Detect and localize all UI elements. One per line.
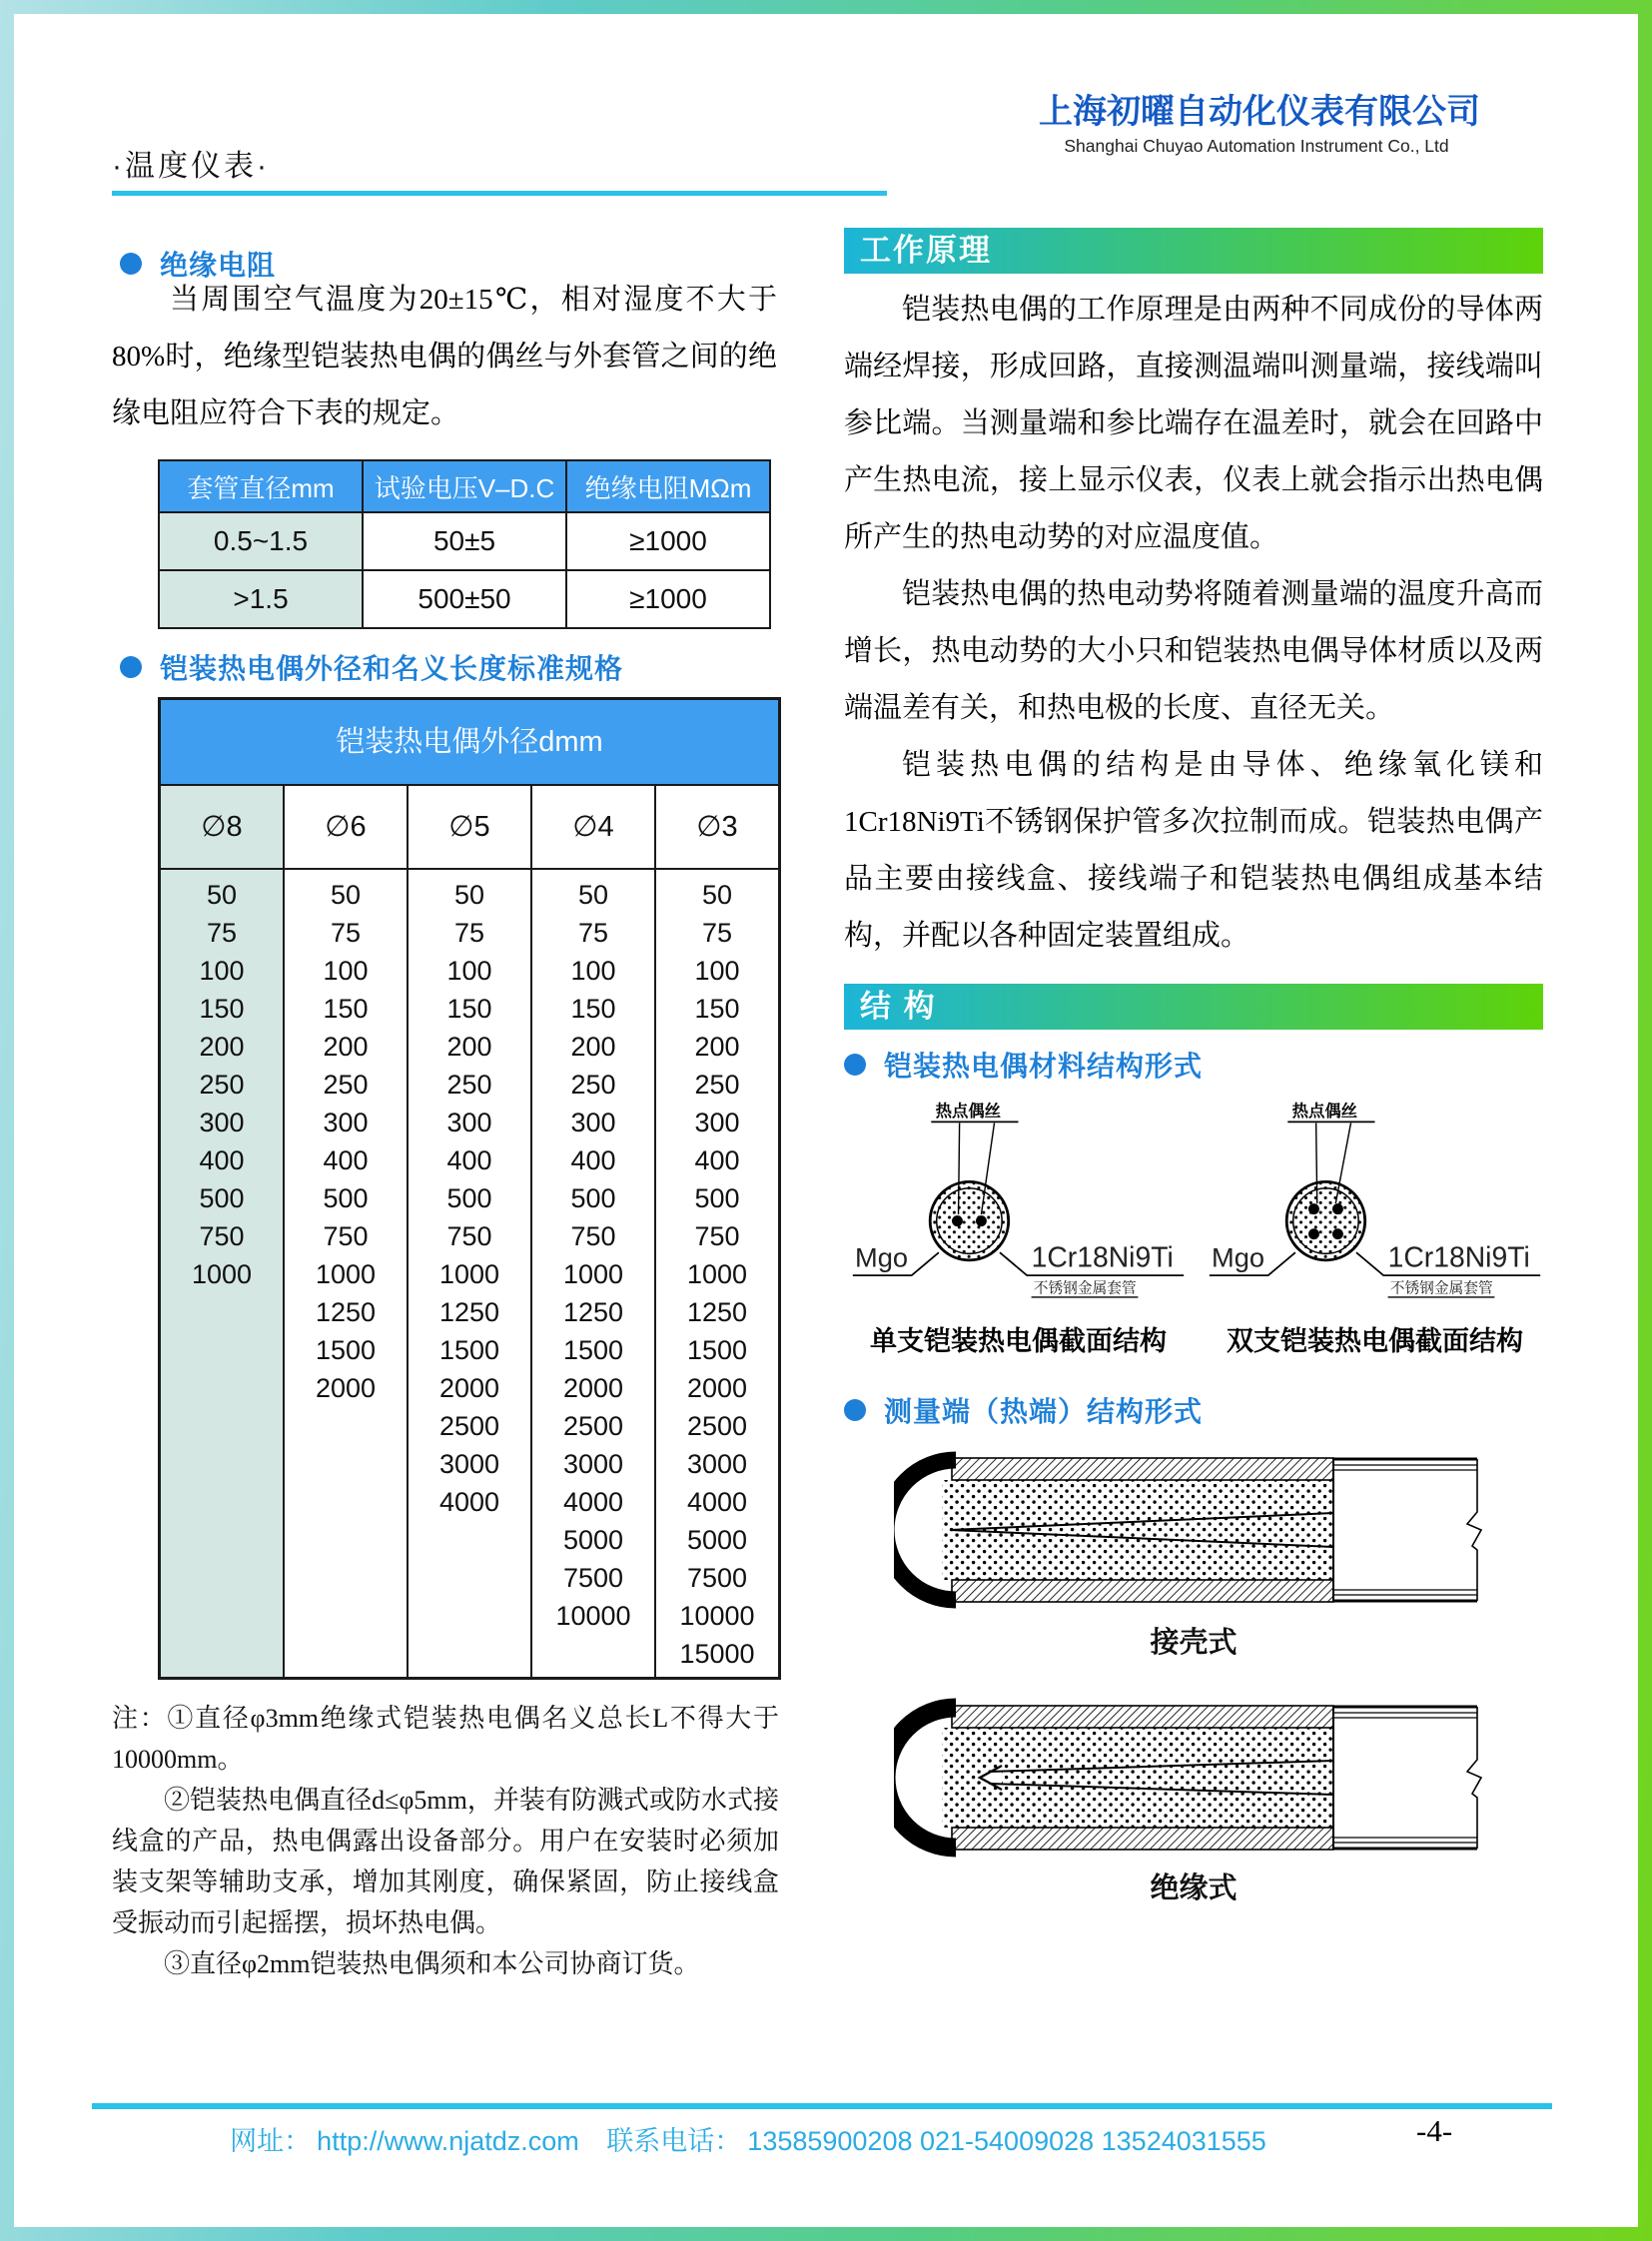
bullet-icon [120,656,142,678]
dimension-value: 4000 [562,1487,624,1517]
dimension-values [409,870,530,1521]
dimension-value: 2500 [562,1411,624,1441]
dimension-value: 1000 [562,1259,624,1289]
dimension-value: 750 [199,1221,245,1251]
dimension-col-header: ∅6 [285,786,407,870]
dimension-value: 500 [446,1183,492,1213]
dimension-value: 10000 [555,1601,631,1631]
dimension-column [407,786,530,1677]
dimension-value: 750 [694,1221,740,1251]
dimension-value: 10000 [679,1601,755,1631]
sleeve-label: 不锈钢金属套管 [1389,1280,1493,1297]
bullet-icon [844,1399,866,1421]
dimension-value: 200 [446,1032,492,1062]
page-number: -4- [1416,2113,1453,2148]
table-row [159,512,770,570]
dimension-value: 200 [694,1032,740,1062]
figure-caption: 双支铠装热电偶截面结构 [1227,1326,1523,1356]
dimension-value: 500 [570,1183,616,1213]
dimension-value: 250 [199,1070,245,1100]
insulation-cell: 50±5 [363,512,566,570]
single-cross-section-diagram [844,1093,1193,1310]
insulation-cell: >1.5 [159,570,363,628]
principle-paragraph: 铠装热电偶的工作原理是由两种不同成份的导体两端经焊接，形成回路，直接测温端叫测量端，接线端叫参比端。当测量端和参比端存在温差时，就会在回路中产生热电流，接上显示仪表，仪表上就会指示出热电偶所产生的热电动势的对应温度值。 [844,294,1543,553]
dimension-value: 2000 [438,1373,500,1403]
dimension-value: 75 [577,918,609,948]
dimension-value: 250 [694,1070,740,1100]
dimension-values [285,870,407,1407]
break-mark [1467,1459,1481,1601]
dimension-value: 400 [570,1145,616,1175]
wire-dot [976,1215,987,1226]
dimension-value: 250 [323,1070,369,1100]
insulation-cell: 500±50 [363,570,566,628]
probe-caption-insulated: 绝缘式 [1150,1872,1238,1904]
insulation-col-header: 套管直径mm [159,460,363,512]
section-title: 铠装热电偶材料结构形式 [884,1051,1204,1082]
dimension-column [161,786,283,1677]
dimension-value: 1500 [438,1335,500,1365]
dimension-value: 750 [446,1221,492,1251]
dimension-value: 2500 [686,1411,748,1441]
dimension-value: 300 [570,1108,616,1137]
section-title: 绝缘电阻 [160,250,277,281]
dimension-col-header: ∅8 [161,786,283,870]
dimension-value: 200 [323,1032,369,1062]
bullet-icon [844,1054,866,1076]
dimension-table-title: 铠装热电偶外径dmm [161,700,778,786]
dimension-value: 75 [206,918,238,948]
dimension-value: 4000 [686,1487,748,1517]
section-title: 铠装热电偶外径和名义长度标准规格 [160,653,624,684]
dimension-value: 500 [694,1183,740,1213]
dimension-column [654,786,778,1677]
dimension-table [158,697,781,1680]
dimension-value: 50 [577,880,609,910]
dimension-col-header: ∅5 [409,786,530,870]
dimension-value: 1500 [562,1335,624,1365]
section-material-structure [844,1045,1203,1085]
dimension-value: 1250 [438,1297,500,1327]
dimension-value: 1250 [686,1297,748,1327]
dimension-value: 50 [453,880,485,910]
dimension-value: 300 [694,1108,740,1137]
single-cross-section-figure [844,1093,1193,1358]
company-name-cn: 上海初曜自动化仪表有限公司 [1039,93,1480,131]
dimension-value: 3000 [438,1449,500,1479]
section-bar-structure: 结 构 [844,984,1543,1030]
insulated-probe-figure [894,1698,1493,1863]
insulation-table-head [159,460,770,512]
mgo-label: Mgo [1212,1241,1265,1273]
dimension-value: 1000 [191,1259,253,1289]
company-name-en: Shanghai Chuyao Automation Instrument Co., Ltd [1064,136,1449,156]
section-bar-working-principle: 工作原理 [844,228,1543,274]
dimension-value: 75 [453,918,485,948]
double-cross-section-figure [1201,1093,1549,1358]
principle-paragraph: 铠装热电偶的结构是由导体、绝缘氧化镁和1Cr18Ni9Ti不锈钢保护管多次拉制而成。铠装热电偶产品主要由接线盒、接线端子和铠装热电偶组成基本结构，并配以各种固定装置组成。 [844,749,1543,952]
footer-phone-label: 联系电话： [606,2126,742,2156]
dimension-value: 300 [446,1108,492,1137]
wire-dot [1332,1228,1343,1239]
wire-dot [1332,1203,1343,1214]
dimension-value: 1250 [562,1297,624,1327]
dimension-value: 3000 [686,1449,748,1479]
dimension-value: 200 [570,1032,616,1062]
dimension-value: 50 [701,880,733,910]
dimension-value: 2000 [315,1373,377,1403]
dimension-value: 250 [570,1070,616,1100]
insulation-col-header: 试验电压V–D.C [363,460,566,512]
footer-contact [112,2119,1390,2158]
footer-rule [92,2103,1552,2109]
dimension-value: 200 [199,1032,245,1062]
mgo-label: Mgo [855,1241,909,1273]
dimension-value: 1500 [315,1335,377,1365]
notes-block [112,1698,779,1984]
dimension-value: 1000 [686,1259,748,1289]
section-title: 测量端（热端）结构形式 [884,1396,1204,1427]
figure-caption: 单支铠装热电偶截面结构 [870,1326,1167,1356]
insulation-cell: ≥1000 [566,512,770,570]
insulated-probe-diagram [894,1698,1493,1858]
dimension-value: 50 [206,880,238,910]
dimension-value: 1000 [438,1259,500,1289]
grounded-probe-diagram [894,1450,1493,1610]
category-label: ·温度仪表· [112,150,270,183]
dimension-value: 15000 [679,1639,755,1669]
section-hot-end-structure [844,1390,1203,1430]
dimension-value: 750 [323,1221,369,1251]
wire-dot [1308,1203,1319,1214]
note-paragraph: 注：①直径φ3mm绝缘式铠装热电偶名义总长L不得大于10000mm。 [112,1704,779,1774]
dimension-value: 250 [446,1070,492,1100]
wire-dot [952,1215,963,1226]
dimension-value: 50 [330,880,362,910]
dimension-value: 2000 [686,1373,748,1403]
dimension-value: 400 [694,1145,740,1175]
table-row [159,570,770,628]
dimension-value: 1250 [315,1297,377,1327]
dimension-column [530,786,654,1677]
double-cross-section-diagram [1201,1093,1549,1310]
dimension-value: 3000 [562,1449,624,1479]
cross-section-figures [844,1093,1549,1358]
dimension-column [283,786,407,1677]
note-paragraph: ③直径φ2mm铠装热电偶须和本公司协商订货。 [164,1949,700,1978]
insulation-cell: 0.5~1.5 [159,512,363,570]
insulation-paragraph: 当周围空气温度为20±15℃，相对湿度不大于80%时，绝缘型铠装热电偶的偶丝与外套管之间的绝缘电阻应符合下表的规定。 [112,284,777,429]
insulation-col-header: 绝缘电阻MΩm [566,460,770,512]
dimension-value: 75 [330,918,362,948]
footer-url-label: 网址： [230,2126,312,2156]
dimension-values [161,870,283,1293]
dimension-value: 750 [570,1221,616,1251]
insulation-table [158,459,771,629]
dimension-value: 150 [323,994,369,1024]
dimension-value: 1500 [686,1335,748,1365]
dimension-value: 100 [694,956,740,986]
hot-wire-label: 热点偶丝 [935,1102,1002,1120]
dimension-value: 1000 [315,1259,377,1289]
dimension-value: 150 [446,994,492,1024]
insulation-table-body [159,512,770,628]
insulation-cell: ≥1000 [566,570,770,628]
dimension-value: 100 [323,956,369,986]
dimension-value: 400 [199,1145,245,1175]
dimension-columns [161,786,778,1677]
dimension-values [532,870,654,1635]
dimension-value: 100 [446,956,492,986]
dimension-value: 5000 [562,1525,624,1555]
steel-label: 1Cr18Ni9Ti [1387,1241,1530,1274]
dimension-value: 500 [199,1183,245,1213]
note-paragraph: ②铠装热电偶直径d≤φ5mm，并装有防溅式或防水式接线盒的产品，热电偶露出设备部分。用户在安装时必须加装支架等辅助支承，增加其刚度，确保紧固，防止接线盒受振动而引起摇摆，损坏热电偶。 [112,1786,779,1937]
dimension-value: 100 [570,956,616,986]
dimension-col-header: ∅3 [656,786,778,870]
wire-dot [1308,1228,1319,1239]
principle-paragraphs [844,282,1543,965]
dimension-value: 7500 [686,1563,748,1593]
hot-wire-label: 热点偶丝 [1291,1102,1358,1120]
probe-caption-grounded: 接壳式 [1150,1627,1238,1659]
company-block [1039,84,1480,157]
dimension-value: 400 [446,1145,492,1175]
grounded-probe-figure [894,1450,1493,1615]
dimension-value: 500 [323,1183,369,1213]
steel-label: 1Cr18Ni9Ti [1031,1241,1174,1274]
dimension-values [656,870,778,1673]
sleeve-label: 不锈钢金属套管 [1033,1280,1137,1297]
principle-paragraph: 铠装热电偶的热电动势将随着测量端的温度升高而增长，热电动势的大小只和铠装热电偶导体材质以及两端温差有关，和热电极的长度、直径无关。 [844,578,1543,724]
dimension-value: 100 [199,956,245,986]
section-dimension-spec [120,647,623,687]
header-rule [112,191,887,196]
dimension-value: 75 [701,918,733,948]
dimension-value: 7500 [562,1563,624,1593]
dimension-value: 150 [570,994,616,1024]
dimension-value: 4000 [438,1487,500,1517]
break-mark [1467,1707,1481,1849]
dimension-value: 400 [323,1145,369,1175]
dimension-value: 150 [694,994,740,1024]
dimension-value: 300 [199,1108,245,1137]
dimension-value: 300 [323,1108,369,1137]
dimension-value: 150 [199,994,245,1024]
dimension-value: 2000 [562,1373,624,1403]
dimension-col-header: ∅4 [532,786,654,870]
dimension-value: 5000 [686,1525,748,1555]
dimension-value: 2500 [438,1411,500,1441]
footer-url-link[interactable]: http://www.njatdz.com [317,2126,579,2156]
footer-phones: 13585900208 021-54009028 13524031555 [747,2126,1266,2156]
